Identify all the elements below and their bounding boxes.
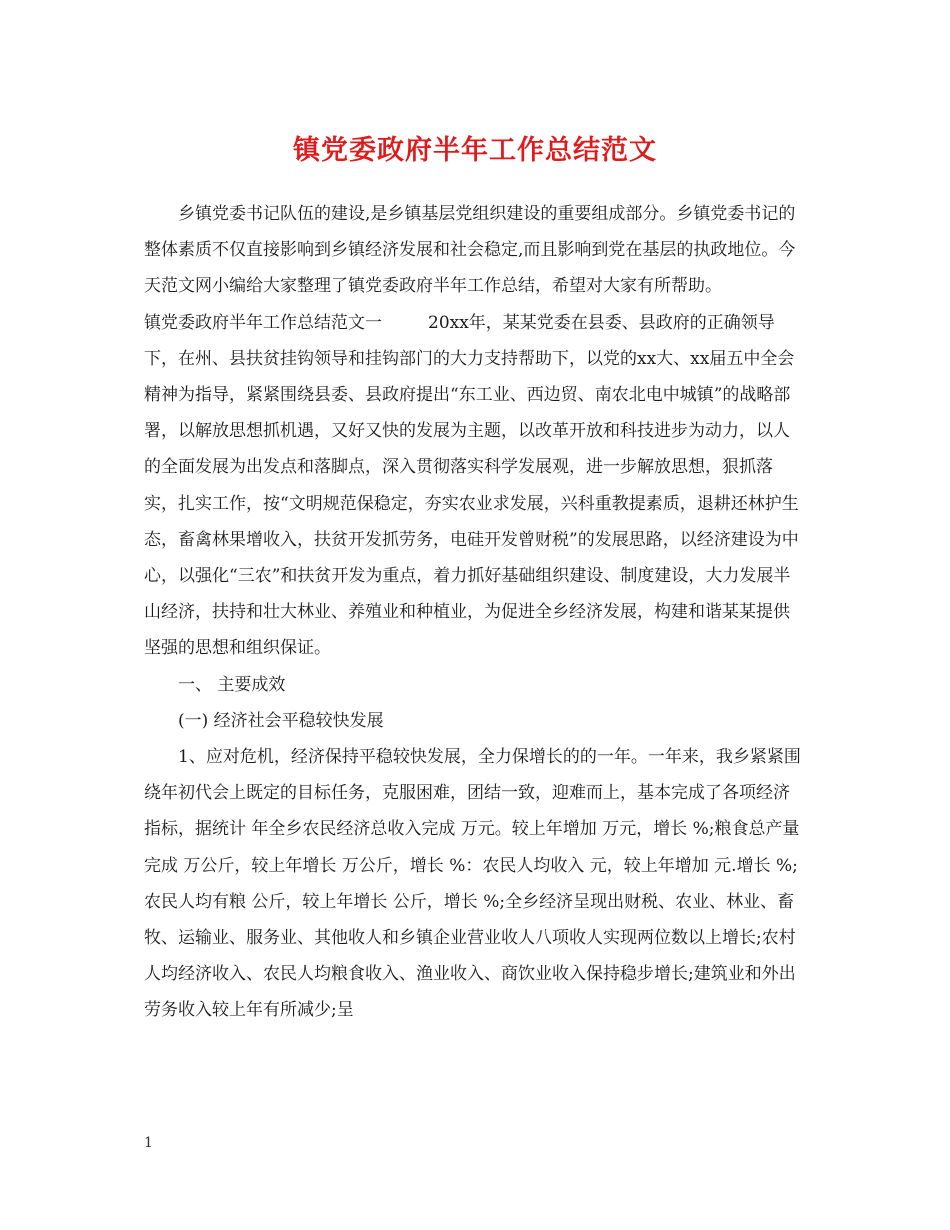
page-number: 1 xyxy=(144,1135,153,1151)
section-label: 镇党委政府半年工作总结范文一 xyxy=(144,312,382,333)
intro-paragraph: 乡镇党委书记队伍的建设,是乡镇基层党组织建设的重要组成部分。乡镇党委书记的整体素质不仅直接影响到乡镇经济发展和社会稳定,而且影响到党在基层的执政地位。今天范文网小编给大家整理了镇党委政府半年工作总结，希望对大家有所帮助。 xyxy=(144,204,796,297)
document-title: 镇党委政府半年工作总结范文 xyxy=(293,135,657,166)
economy-paragraph: 1、应对危机，经济保持平稳较快发展，全力保增长的的一年。一年来，我乡紧紧围绕年初代会上既定的目标任务，克服困难，团结一致，迎难而上，基本完成了各项经济指标，据统计 年全乡农民经济总收入完成 万元。较上年增加 万元，增长 %;粮食总产量完成 万公斤，较上年增长 万公斤，增长 %：农民人均收入 元，较上年增加 元.增长 %;农民人均有粮 公斤，较上年增长 公斤，增长 %;全乡经济呈现出财税、农业、林业、畜牧、运输业、服务业、其他收人和乡镇企业营业收人八项收人实现两位数以上增长;农村人均经济收入、农民人均粮食收入、渔业收入、商饮业收入保持稳步增长;建筑业和外出劳务收入较上年有所减少;呈 xyxy=(144,747,801,1021)
heading-economic-development: (一) 经济社会平稳较快发展 xyxy=(178,710,384,731)
section-paragraph xyxy=(144,305,804,667)
document-body xyxy=(144,196,804,1029)
section-body: 20xx年，某某党委在县委、县政府的正确领导下，在州、县扶贫挂钩领导和挂钩部门的大力支持帮助下，以党的xx大、xx届五中全会精神为指导，紧紧围绕县委、县政府提出“东工业、西边贸、南农北电中城镇”的战略部署，以解放思想抓机遇，又好又快的发展为主题，以改革开放和科技进步为动力，以人的全面发展为出发点和落脚点，深入贯彻落实科学发展观，进一步解放思想，狠抓落实，扎实工作，按“文明规范保稳定，夯实农业求发展，兴科重教提素质，退耕还林护生态，畜禽林果增收入，扶贫开发抓劳务，电硅开发曾财税”的发展思路，以经济建设为中心，以强化“三农”和扶贫开发为重点，着力抓好基础组织建设、制度建设，大力发展半山经济，扶持和壮大林业、养殖业和种植业，为促进全乡经济发展，构建和谐某某提供坚强的思想和组织保证。 xyxy=(144,312,799,659)
heading-main-achievements: 一、 主要成效 xyxy=(178,674,286,695)
